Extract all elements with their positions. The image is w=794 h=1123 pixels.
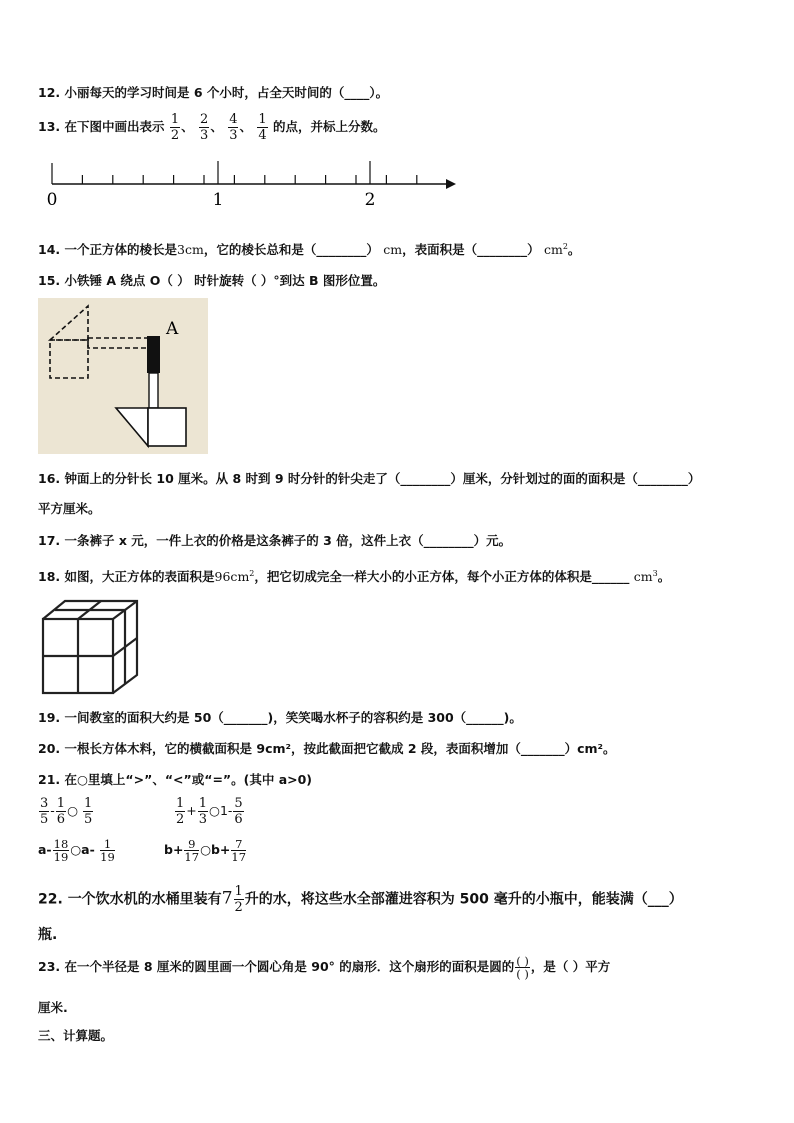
question-23: 23. 在一个半径是 8 厘米的圆里画一个圆心角是 90° 的扇形．这个扇形的面积是圆的 $\frac{( )}{( )}$ ，是（ ）平方 [38,954,611,981]
compare-expression-4: b+ $\frac{9}{17}$ ○b+ $\frac{7}{17}$ [164,837,247,864]
question-text: 小丽每天的学习时间是 6 个小时，占全天时间的（____）。 [64,85,389,100]
question-16-cont: 平方厘米。 [38,501,101,516]
question-number: 17. [38,533,61,548]
fraction: $\frac{1}{4}$ [258,112,267,143]
question-21: 21. 在○里填上“>”、“<”或“=”。(其中 a>0) [38,772,313,787]
compare-expression-1: $\frac{3}{5}$ - $\frac{1}{6}$ ○ $\frac{1}{5}$ [40,796,93,827]
question-number: 22. [38,891,63,908]
question-number: 16. [38,471,61,486]
question-number: 21. [38,772,61,787]
fraction: $\frac{4}{3}$ [229,112,238,143]
number-line [40,155,470,213]
question-number: 12. [38,85,61,100]
hammer-square [148,408,186,446]
question-13: 13. 在下图中画出表示 $\frac{1}{2}$ 、 $\frac{2}{3}$ 、 $\frac{4}{3}$ 、 $\frac{1}{4}$ 的点，并标上分数。 [38,112,386,143]
question-18: 18. 如图，大正方体的表面积是$96cm^2$，把它切成完全一样大小的小正方体，每个小正方体的体积是______ $cm^3$。 [38,568,671,584]
question-22: 22. 一个饮水机的水桶里装有7 $\frac{1}{2}$ 升的水，将这些水全部灌进容积为 500 毫升的小瓶中，能装满（___） [38,884,683,915]
cube-figure [40,598,144,698]
question-number: 18. [38,569,61,584]
question-number: 15. [38,273,61,288]
question-number: 13. [38,119,61,134]
question-text: 小铁锤 A 绕点 O（ ） 时针旋转（ ）°到达 B 图形位置。 [64,273,386,288]
question-12 [38,83,388,101]
compare-expression-2: $\frac{1}{2}$ + $\frac{1}{3}$ ○1- $\frac{5}{6}$ [176,796,243,827]
hammer-handle-top [147,336,160,373]
question-22-cont: 瓶. [38,927,58,943]
question-number: 14. [38,242,61,257]
axis-label-2: 2 [364,190,376,210]
question-number: 23. [38,959,61,974]
fraction: $\frac{2}{3}$ [200,112,209,143]
fraction: $\frac{1}{2}$ [170,112,180,143]
question-20: 20. 一根长方体木料，它的横截面积是 9cm²，按此截面把它截成 2 段，表面积增加（_______）cm²。 [38,741,616,756]
question-19: 19. 一间教室的面积大约是 50（_______)，笑笑喝水杯子的容积约是 300（______)。 [38,710,522,725]
compare-circle: ○a- [70,842,95,857]
edge-length: 3cm [177,242,204,257]
compare-circle: ○b+ [200,842,231,857]
axis-label-0: 0 [46,190,58,210]
question-number: 20. [38,741,61,756]
hammer-handle [149,373,158,408]
axis-label-1: 1 [212,190,224,210]
question-17: 17. 一条裤子 x 元，一件上衣的价格是这条裤子的 3 倍，这件上衣（________）元。 [38,533,512,548]
label-a: A [166,319,179,339]
section-heading: 三、计算题。 [38,1028,114,1043]
arrow-head-icon [446,179,456,189]
hammer-rotation-figure [38,298,208,454]
question-14: 14. 一个正方体的棱长是3cm，它的棱长总和是（________） cm，表面积是（________） $cm^2$。 [38,241,581,257]
compare-circle: ○1- [209,803,233,818]
question-15 [38,271,385,289]
question-16: 16. 钟面上的分针长 10 厘米。从 8 时到 9 时分针的针尖走了（________）厘米，分针划过的面的面积是（________） [38,471,701,486]
question-text: 在下图中画出表示 [64,119,165,134]
question-number: 19. [38,710,61,725]
compare-circle: ○ [67,803,78,818]
question-23-cont: 厘米. [38,1000,68,1015]
compare-expression-3: a- $\frac{18}{19}$ ○a- $\frac{1}{19}$ [38,837,115,864]
